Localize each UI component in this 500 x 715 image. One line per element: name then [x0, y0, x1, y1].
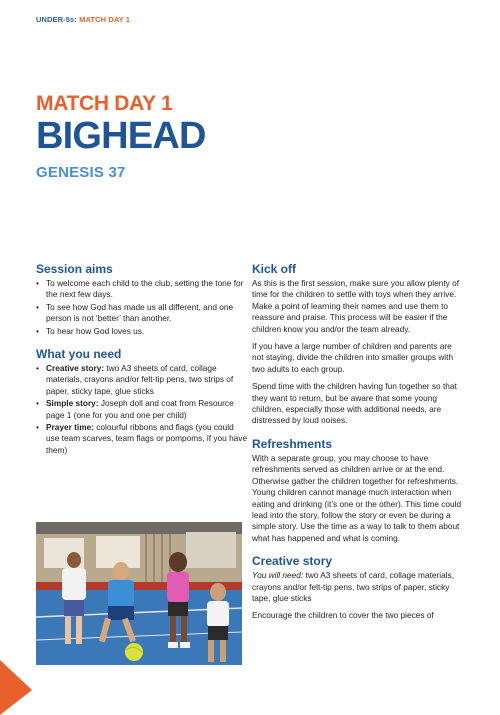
list-item: • Simple story: Joseph doll and coat from Resource page 1 (one for you and one per child)	[36, 398, 234, 420]
session-aims-list	[36, 278, 249, 337]
paragraph: Encourage the children to cover the two pieces of	[252, 610, 434, 621]
running-header	[36, 15, 130, 24]
bullet-icon: •	[36, 301, 39, 312]
list-item: • To hear how God loves us.	[36, 325, 145, 336]
title-block	[36, 92, 206, 182]
header-match-day: MATCH DAY 1	[79, 15, 131, 24]
orange-corner-triangle	[0, 660, 40, 715]
kick-off-section	[252, 262, 465, 427]
list-item: • Prayer time: colourful ribbons and flags (you could use team scarves, team flags or pompoms, if you have them)	[36, 422, 248, 455]
bullet-icon: •	[36, 422, 39, 433]
need-label: You will need:	[252, 570, 304, 581]
paragraph: Spend time with the children having fun together so that they want to return, but be aware that some young children, especially those with additional needs, are distressed by loud noises.	[252, 381, 457, 426]
creative-story-heading: Creative story	[252, 554, 333, 569]
what-you-need-heading: What you need	[36, 347, 122, 362]
paragraph: If you have a large number of children and parents are not staying, divide the children into smaller groups with two adults to each group.	[252, 341, 454, 374]
refreshments-section	[252, 437, 465, 544]
bible-reference: GENESIS 37	[36, 164, 126, 181]
need-paragraph: You will need: two A3 sheets of card, collage materials, crayons and/or felt-tip pens, two strips of paper, sticky tape, glue sticks	[252, 570, 455, 603]
creative-story-section	[252, 554, 465, 622]
right-column	[252, 262, 465, 632]
bullet-icon: •	[36, 398, 39, 409]
session-kicker: MATCH DAY 1	[36, 92, 173, 115]
children-playing-football-photo	[36, 522, 242, 665]
list-item: • To see how God has made us all different, and one person is not ‘better’ than another.	[36, 301, 234, 324]
paragraph: With a separate group, you may choose to have refreshments served as children arrive or at the end. Otherwise gather the children together for refreshments. Young children cannot manage much interaction when eating and drinking (it’s one or the other). This time could lead into the story, follow the story or even be during a simple story. Use the time as a way to talk to them about what has happened and what is coming.	[252, 452, 462, 543]
session-aims-section	[36, 262, 249, 337]
paragraph: As this is the first session, make sure you allow plenty of time for the children to settle with toys when they arrive. Make a point of learning their names and use them to reassure and praise. This process will be easier if the children know you and/or the team already.	[252, 278, 460, 334]
page-title: BIGHEAD	[36, 115, 206, 157]
header-series: UNDER-5s:	[36, 15, 77, 24]
session-aims-heading: Session aims	[36, 262, 113, 276]
refreshments-heading: Refreshments	[252, 436, 333, 451]
what-you-need-list	[36, 363, 249, 456]
item-label: Simple story:	[46, 398, 99, 409]
item-label: Prayer time:	[46, 422, 94, 433]
list-item: • Creative story: two A3 sheets of card, collage materials, crayons and/or felt-tip pens, two strips of paper, sticky tape, glue sticks	[36, 363, 234, 396]
what-you-need-section	[36, 347, 249, 456]
bullet-icon: •	[36, 278, 39, 288]
bullet-icon: •	[36, 363, 39, 374]
list-item: • To welcome each child to the club, setting the tone for the next few days.	[36, 278, 244, 300]
bullet-icon: •	[36, 325, 39, 336]
item-label: Creative story:	[46, 363, 105, 374]
left-column	[36, 262, 249, 466]
kick-off-heading: Kick off	[252, 262, 297, 276]
